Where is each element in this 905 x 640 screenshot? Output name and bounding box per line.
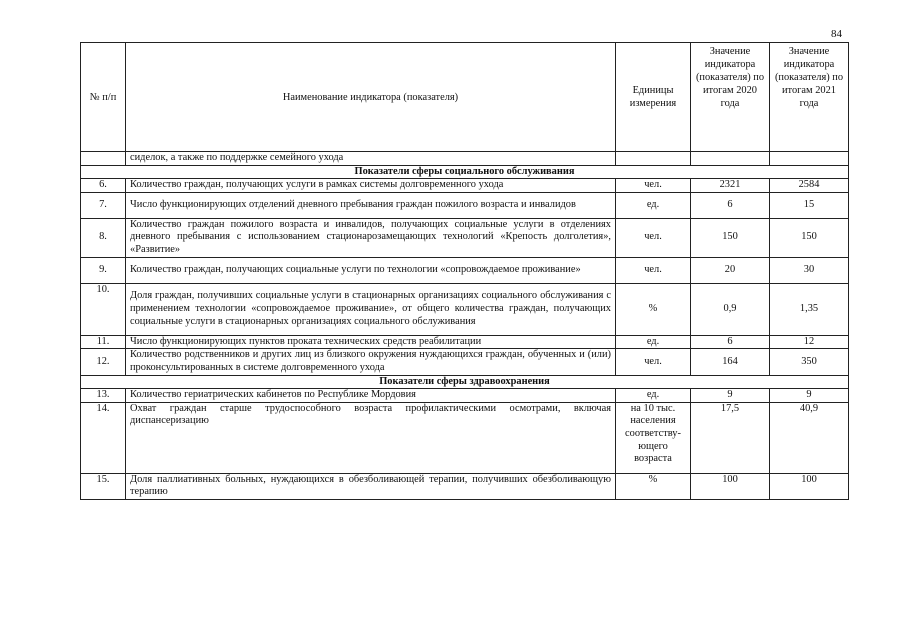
cell-name: Количество граждан пожилого возраста и инвалидов, получающих социальные услуги в отделениях дневного пребывания с использованием стационарозамещающих технологий «Крепость долголетия», «Развитие» xyxy=(126,218,616,257)
cell-value-2020: 6 xyxy=(691,335,770,349)
cell-num: 15. xyxy=(81,473,126,499)
section-title: Показатели сферы здравоохранения xyxy=(81,375,849,389)
cell-unit: ед. xyxy=(616,335,691,349)
cell-name: Количество граждан, получающих социальные услуги по технологии «сопровождаемое проживание» xyxy=(126,257,616,283)
cell-value-2020: 20 xyxy=(691,257,770,283)
cell-value-2020: 150 xyxy=(691,218,770,257)
table-row xyxy=(81,283,849,335)
cell-num: 8. xyxy=(81,218,126,257)
table-row xyxy=(81,389,849,403)
cell-value-2021: 150 xyxy=(770,218,849,257)
section-title: Показатели сферы социального обслуживания xyxy=(81,165,849,179)
table-row xyxy=(81,473,849,499)
cell-num: 12. xyxy=(81,349,126,375)
cell-num xyxy=(81,152,126,166)
cell-name: Количество родственников и других лиц из близкого окружения нуждающихся граждан, обученных и (или) проконсультированных в системе долговременного ухода xyxy=(126,349,616,375)
cell-value-2020: 2321 xyxy=(691,179,770,193)
table-header xyxy=(81,43,849,152)
table-row xyxy=(81,179,849,193)
table-row-continuation xyxy=(81,152,849,166)
indicators-table xyxy=(80,42,849,500)
cell-value-2021: 15 xyxy=(770,192,849,218)
table-row xyxy=(81,192,849,218)
table-row xyxy=(81,257,849,283)
cell-value-2020: 164 xyxy=(691,349,770,375)
cell-value-2021: 9 xyxy=(770,389,849,403)
cell-value-2021: 40,9 xyxy=(770,402,849,473)
section-header-social xyxy=(81,165,849,179)
cell-value-2021 xyxy=(770,152,849,166)
table-row xyxy=(81,402,849,473)
header-unit: Единицы измерения xyxy=(616,43,691,152)
cell-unit: на 10 тыс. населения соответству-ющего возраста xyxy=(616,402,691,473)
table-row xyxy=(81,335,849,349)
cell-unit: ед. xyxy=(616,389,691,403)
cell-name: сиделок, а также по поддержке семейного ухода xyxy=(126,152,616,166)
page-number: 84 xyxy=(831,28,842,40)
cell-unit: чел. xyxy=(616,257,691,283)
cell-value-2021: 12 xyxy=(770,335,849,349)
cell-value-2021: 30 xyxy=(770,257,849,283)
header-name: Наименование индикатора (показателя) xyxy=(126,43,616,152)
cell-num: 9. xyxy=(81,257,126,283)
cell-num: 11. xyxy=(81,335,126,349)
cell-num: 10. xyxy=(81,283,126,335)
cell-value-2020: 17,5 xyxy=(691,402,770,473)
cell-name: Охват граждан старше трудоспособного возраста профилактическими осмотрами, включая диспансеризацию xyxy=(126,402,616,473)
cell-value-2020 xyxy=(691,152,770,166)
cell-unit xyxy=(616,152,691,166)
cell-value-2021: 350 xyxy=(770,349,849,375)
cell-value-2020: 9 xyxy=(691,389,770,403)
cell-unit: чел. xyxy=(616,179,691,193)
cell-name: Число функционирующих пунктов проката технических средств реабилитации xyxy=(126,335,616,349)
cell-unit: % xyxy=(616,283,691,335)
cell-unit: чел. xyxy=(616,349,691,375)
header-value-2021: Значение индикатора (показателя) по итогам 2021 года xyxy=(770,43,849,152)
cell-value-2021: 100 xyxy=(770,473,849,499)
cell-name: Количество граждан, получающих услуги в рамках системы долговременного ухода xyxy=(126,179,616,193)
section-header-health xyxy=(81,375,849,389)
cell-value-2020: 100 xyxy=(691,473,770,499)
table-row xyxy=(81,218,849,257)
cell-value-2020: 0,9 xyxy=(691,283,770,335)
header-value-2020: Значение индикатора (показателя) по итогам 2020 года xyxy=(691,43,770,152)
cell-name: Число функционирующих отделений дневного пребывания граждан пожилого возраста и инвалидов xyxy=(126,192,616,218)
cell-num: 14. xyxy=(81,402,126,473)
cell-unit: ед. xyxy=(616,192,691,218)
cell-name: Количество гериатрических кабинетов по Республике Мордовия xyxy=(126,389,616,403)
cell-value-2021: 2584 xyxy=(770,179,849,193)
cell-unit: % xyxy=(616,473,691,499)
header-num: № п/п xyxy=(81,43,126,152)
cell-name: Доля граждан, получивших социальные услуги в стационарных организациях социального обслуживания с применением технологии «сопровождаемое проживание», от общего количества граждан, получающих социальные услуги в стационарных организациях социального обслуживания xyxy=(126,283,616,335)
cell-unit: чел. xyxy=(616,218,691,257)
cell-value-2020: 6 xyxy=(691,192,770,218)
cell-value-2021: 1,35 xyxy=(770,283,849,335)
cell-num: 6. xyxy=(81,179,126,193)
cell-name: Доля паллиативных больных, нуждающихся в обезболивающей терапии, получивших обезболивающую терапию xyxy=(126,473,616,499)
table-row xyxy=(81,349,849,375)
cell-num: 13. xyxy=(81,389,126,403)
cell-num: 7. xyxy=(81,192,126,218)
